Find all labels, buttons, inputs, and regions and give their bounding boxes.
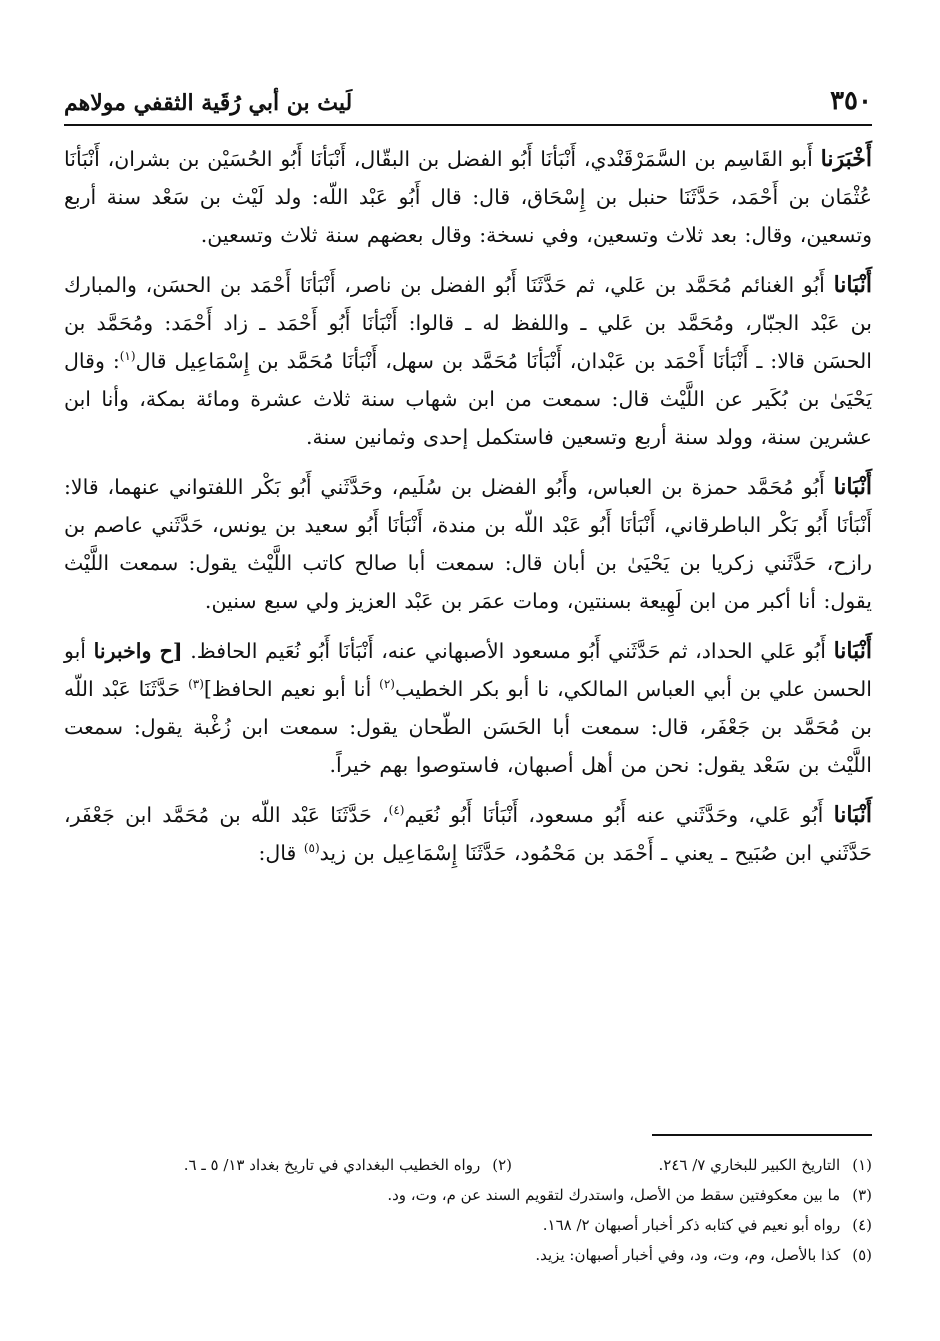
paragraph-text: : وقال يَحْيَىٰ بن بُكَير عن اللَّيْث قال: سمعت من ابن شهاب سنة ثلاث عشرة ومائة بمكة، وأنا ابن عشرين سنة، وولد سنة أربع وتسعين فاستكمل إحدى وثمانين سنة.	[64, 349, 872, 449]
paragraph-lead: أَنْبَانا	[833, 638, 872, 664]
paragraph-5	[64, 796, 872, 872]
footnote-marker[interactable]: (٤)	[388, 803, 405, 818]
footnote-row	[64, 1150, 872, 1180]
footnote-text: كذا بالأصل، وم، وت، ود، وفي أخبار أصبهان: يزيد.	[535, 1246, 841, 1264]
paragraph-text: أَبو القَاسِم بن السَّمَرْقَنْدي، أَنْبَأنَا أَبُو الفضل بن البقّال، أَنْبَأنَا أَبُو الحُسَيْن بن بشران، أَنْبَأنَا عُثْمَان بن أَحْمَد، حَدَّثَنَا حنبل بن إِسْحَاق، قال: قال أَبُو عَبْد اللّه: ولد لَيْث بن سَعْد سنة أربع وتسعين، وقال: بعد ثلاث وتسعين، وفي نسخة: وقال بعضهم سنة ثلاث وتسعين.	[64, 147, 872, 247]
footnote-5	[64, 1240, 872, 1270]
running-title: لَيث بن أبي رُقَية الثقفي مولاهم	[64, 90, 353, 116]
paragraph-text: أبو الحسن علي بن أبي العباس المالكي، نا أبو بكر الخطيب	[64, 639, 872, 701]
paragraph-lead: أَنْبَانا	[833, 272, 872, 298]
paragraph-text: ، حَدَّثَنَا عَبْد اللّه بن مُحَمَّد ابن جَعْفَر، حَدَّثَني ابن صُبَيح ـ يعني ـ أَحْمَد بن مَحْمُود، حَدَّثَنَا إِسْمَاعِيل بن زيد	[64, 803, 872, 865]
header-rule	[64, 124, 872, 126]
footnote-1	[512, 1150, 872, 1180]
paragraph-text: أَبُو عَلي الحداد، ثم حَدَّثَني أَبُو مسعود الأصبهاني عنه، أَنْبَأنَا أَبُو نُعَيم الحافظ.	[190, 639, 834, 663]
footnote-4	[64, 1210, 872, 1240]
footnote-3	[64, 1180, 872, 1210]
footnote-number: (٥)	[852, 1246, 872, 1264]
footnote-number: (١)	[852, 1156, 872, 1174]
footnote-marker[interactable]: (١)	[119, 349, 136, 364]
paragraph-3	[64, 468, 872, 620]
paragraph-text: أنا أبو نعيم الحافظ]	[203, 677, 380, 701]
page-header	[64, 66, 872, 116]
paragraph-text: قال:	[258, 841, 304, 865]
paragraph-4	[64, 632, 872, 784]
footnote-marker[interactable]: (٥)	[303, 841, 320, 856]
footnote-text: ما بين معكوفتين سقط من الأصل، واستدرك لتقويم السند عن م، وت، ود.	[387, 1186, 841, 1204]
footnote-text: رواه الخطيب البغدادي في تاريخ بغداد ١٣/ ٥ ـ ٦.	[183, 1156, 481, 1174]
footnote-number: (٤)	[852, 1216, 872, 1234]
footnote-number: (٣)	[852, 1186, 872, 1204]
footnote-marker[interactable]: (٢)	[379, 677, 395, 692]
paragraph-lead: أَنْبَانا	[833, 474, 872, 500]
paragraph-lead: أَخْبَرَنا	[820, 146, 872, 172]
footnotes	[64, 1150, 872, 1270]
paragraph-text: أَبُو مُحَمَّد حمزة بن العباس، وأَبُو الفضل بن سُلَيم، وحَدَّثَني أَبُو بَكْر اللفتواني عنهما، قالا: أَنْبَأنَا أَبُو بَكْر الباطرقاني، أَنْبَأنَا أَبُو عَبْد اللّه بن مندة، أَنْبَأنَا أَبُو سعيد بن يونس، حَدَّثَني عاصم بن رازح، حَدَّثَني زكريا بن يَحْيَىٰ بن أبان قال: سمعت أبا صالح كاتب اللَّيْث يقول: سمعت اللَّيْث يقول: أنا أكبر من ابن لَهِيعة بسنتين، ومات عمَر بن عَبْد العزيز ولي سبع سنين.	[64, 475, 872, 613]
page-number: ٣٥٠	[830, 86, 872, 116]
bracket-insertion: [ح واخبرنا	[93, 639, 183, 663]
footnote-number: (٢)	[492, 1156, 512, 1174]
main-text	[64, 140, 872, 884]
paragraph-text: أَبُو عَلي، وحَدَّثَني عنه أَبُو مسعود، أَنْبَأنَا أَبُو نُعَيم	[404, 803, 834, 827]
footnote-text: التاريخ الكبير للبخاري ٧/ ٢٤٦.	[658, 1156, 841, 1174]
footnote-text: رواه أبو نعيم في كتابه ذكر أخبار أصبهان ٢/ ١٦٨.	[542, 1216, 841, 1234]
paragraph-text: حَدَّثَنَا عَبْد اللّه بن مُحَمَّد بن جَعْفَر، قال: سمعت أبا الحَسَن الطّحان يقول: سمعت ابن زُغْبة يقول: سمعت اللَّيْث بن سَعْد يقول: نحن من أهل أصبهان، فاستوصوا بهم خيراً.	[64, 677, 872, 777]
paragraph-2	[64, 266, 872, 456]
paragraph-lead: أَنْبَانا	[833, 802, 872, 828]
footnote-2	[152, 1150, 512, 1180]
footnote-rule	[652, 1134, 872, 1136]
paragraph-text: أَبُو الغنائم مُحَمَّد بن عَلي، ثم حَدَّثَنَا أَبُو الفضل بن ناصر، أَنْبَأنَا أَحْمَد بن الحسَن، والمبارك بن عَبْد الجبّار، ومُحَمَّد بن عَلي ـ واللفظ له ـ قالوا: أَنْبَأنَا أَبُو أَحْمَد ـ زاد أَحْمَد: ومُحَمَّد بن الحسَن قالا: ـ أَنْبَأنَا أَحْمَد بن عَبْدان، أَنْبَأنَا مُحَمَّد بن سهل، أَنْبَأنَا مُحَمَّد بن إِسْمَاعِيل قال	[64, 273, 872, 373]
footnote-marker[interactable]: (٣)	[188, 677, 204, 692]
paragraph-1	[64, 140, 872, 254]
